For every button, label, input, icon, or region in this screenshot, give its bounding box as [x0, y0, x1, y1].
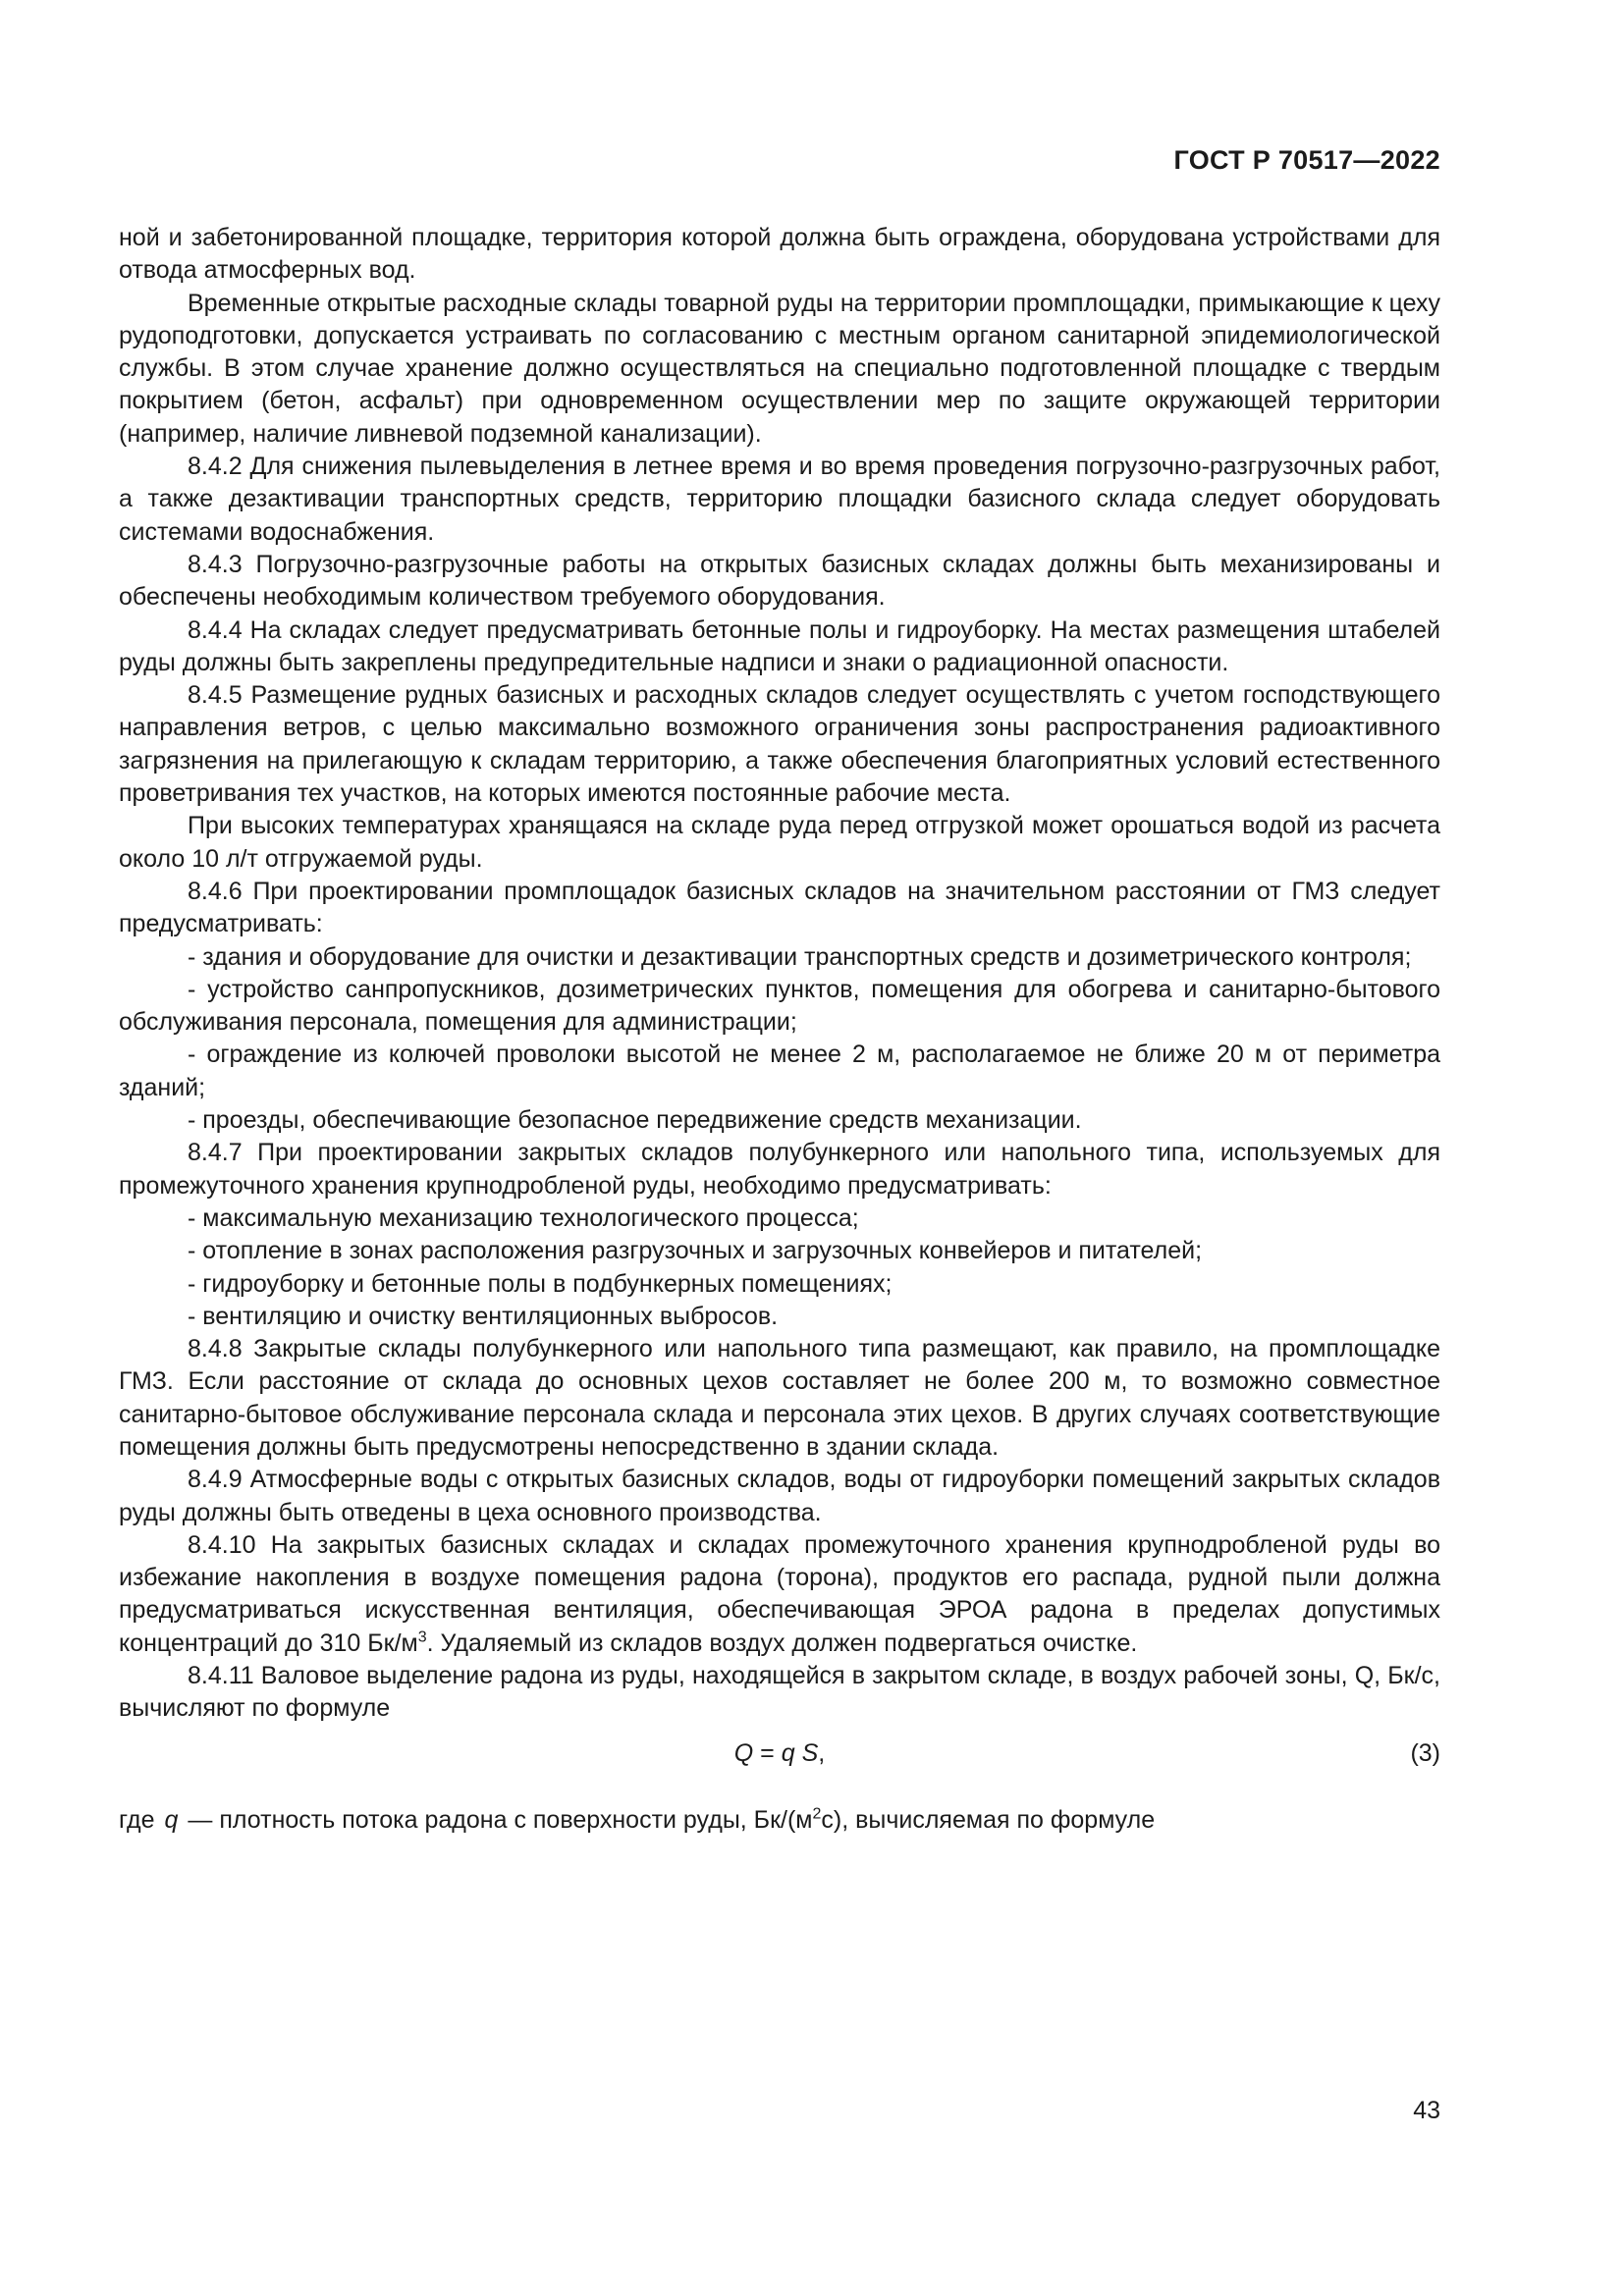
where-text: — плотность потока радона с поверхности руды, Бк/(м	[188, 1805, 813, 1834]
formula-q: q	[781, 1738, 795, 1767]
superscript-3: 3	[417, 1629, 427, 1646]
list-item: - отопление в зонах расположения разгрузочных и загрузочных конвейеров и питателей;	[188, 1237, 1203, 1265]
formula-explanation	[119, 1804, 1440, 1837]
list-item: - проезды, обеспечивающие безопасное передвижение средств механизации.	[188, 1106, 1082, 1135]
formula-row	[119, 1737, 1440, 1781]
paragraph: Временные открытые расходные склады товарной руды на территории промплощадки, примыкающие к цеху рудоподготовки, допускается устраивать по согласованию с местным органом санитарной эпидемиологической службы. В этом случае хранение должно осуществляться на специально подготовленной площадке с твердым покрытием (бетон, асфальт) при одновременном осуществлении мер по защите окружающей территории (например, наличие ливневой подземной канализации).	[119, 289, 1440, 448]
paragraph: 8.4.2 Для снижения пылевыделения в летнее время и во время проведения погрузочно-разгрузочных работ, а также дезактивации транспортных средств, территорию площадки базисного склада следует оборудовать системами водоснабжения.	[119, 453, 1440, 546]
paragraph: 8.4.9 Атмосферные воды с открытых базисных складов, воды от гидроуборки помещений закрытых складов руды должны быть отведены в цеха основного производства.	[119, 1466, 1440, 1526]
paragraph: 8.4.4 На складах следует предусматривать бетонные полы и гидроуборку. На местах размещения штабелей руды должны быть закреплены предупредительные надписи и знаки о радиационной опасности.	[119, 615, 1440, 676]
paragraph: 8.4.6 При проектировании промплощадок базисных складов на значительном расстоянии от ГМЗ следует предусматривать:	[119, 877, 1440, 938]
where-variable: q	[164, 1805, 179, 1834]
list-item: - гидроуборку и бетонные полы в подбункерных помещениях;	[188, 1269, 893, 1298]
paragraph-8-4-11: 8.4.11 Валовое выделение радона из руды, находящейся в закрытом складе, в воздух рабочей зоны, Q, Бк/с, вычисляют по формуле	[119, 1662, 1440, 1723]
paragraph: 8.4.8 Закрытые склады полубункерного или напольного типа размещают, как правило, на промплощадке ГМЗ. Если расстояние от склада до основных цехов составляет не более 200 м, то возможно совместное санитарно-бытовое обслуживание персонала склада и персонала этих цехов. В других случаях соответствующие помещения должны быть предусмотрены непосредственно в здании склада.	[119, 1335, 1440, 1461]
paragraph-list	[119, 222, 1440, 1529]
formula-equals: =	[753, 1738, 782, 1767]
document-header: ГОСТ Р 70517—2022	[1173, 145, 1440, 175]
paragraph: При высоких температурах хранящаяся на складе руда перед отгрузкой может орошаться водой из расчета около 10 л/т отгружаемой руды.	[119, 812, 1440, 873]
paragraph: 8.4.5 Размещение рудных базисных и расходных складов следует осуществлять с учетом господствующего направления ветров, с целью максимально возможного ограничения зоны распространения радиоактивного загрязнения на прилегающую к складам территорию, а также обеспечения благоприятных условий естественного проветривания тех участков, на которых имеются постоянные рабочие места.	[119, 681, 1440, 808]
paragraph: 8.4.3 Погрузочно-разгрузочные работы на открытых базисных складах должны быть механизированы и обеспечены необходимым количеством требуемого оборудования.	[119, 550, 1440, 612]
paragraph-8-4-10-text: 8.4.10 На закрытых базисных складах и складах промежуточного хранения крупнодробленой руды во избежание накопления в воздухе помещения радона (торона), продуктов его распада, рудной пыли должна предусматриваться искусственная вентиляция, обеспечивающая ЭРОА радона в пределах допустимых концентраций до 310 Бк/м	[119, 1530, 1440, 1657]
list-item: - устройство санпропускников, дозиметрических пунктов, помещения для обогрева и санитарно-бытового обслуживания персонала, помещения для администрации;	[119, 975, 1440, 1037]
paragraph: 8.4.7 При проектировании закрытых складов полубункерного или напольного типа, используемых для промежуточного хранения крупнодробленой руды, необходимо предусматривать:	[119, 1139, 1440, 1200]
formula	[119, 1737, 1440, 1770]
formula-number: (3)	[1410, 1738, 1440, 1767]
list-item: - здания и оборудование для очистки и дезактивации транспортных средств и дозиметрического контроля;	[188, 942, 1412, 971]
where-tail: с), вычисляемая по формуле	[821, 1805, 1156, 1834]
list-item: - вентиляцию и очистку вентиляционных выбросов.	[188, 1302, 779, 1330]
where-label: где	[119, 1805, 155, 1834]
paragraph: ной и забетонированной площадке, территория которой должна быть ограждена, оборудована устройствами для отвода атмосферных вод.	[119, 224, 1440, 285]
formula-s: S	[801, 1738, 819, 1767]
page-number: 43	[1413, 2097, 1440, 2124]
list-item: - максимальную механизацию технологического процесса;	[188, 1203, 859, 1232]
superscript-2: 2	[812, 1805, 822, 1823]
formula-comma: ,	[818, 1738, 826, 1767]
paragraph-8-4-10-tail: . Удаляемый из складов воздух должен подвергаться очистке.	[426, 1629, 1138, 1657]
list-item: - ограждение из колючей проволоки высотой не менее 2 м, располагаемое не ближе 20 м от периметра зданий;	[119, 1041, 1440, 1101]
paragraph-8-4-10	[119, 1529, 1440, 1660]
document-body	[119, 222, 1440, 1837]
formula-q-total: Q	[733, 1738, 754, 1767]
